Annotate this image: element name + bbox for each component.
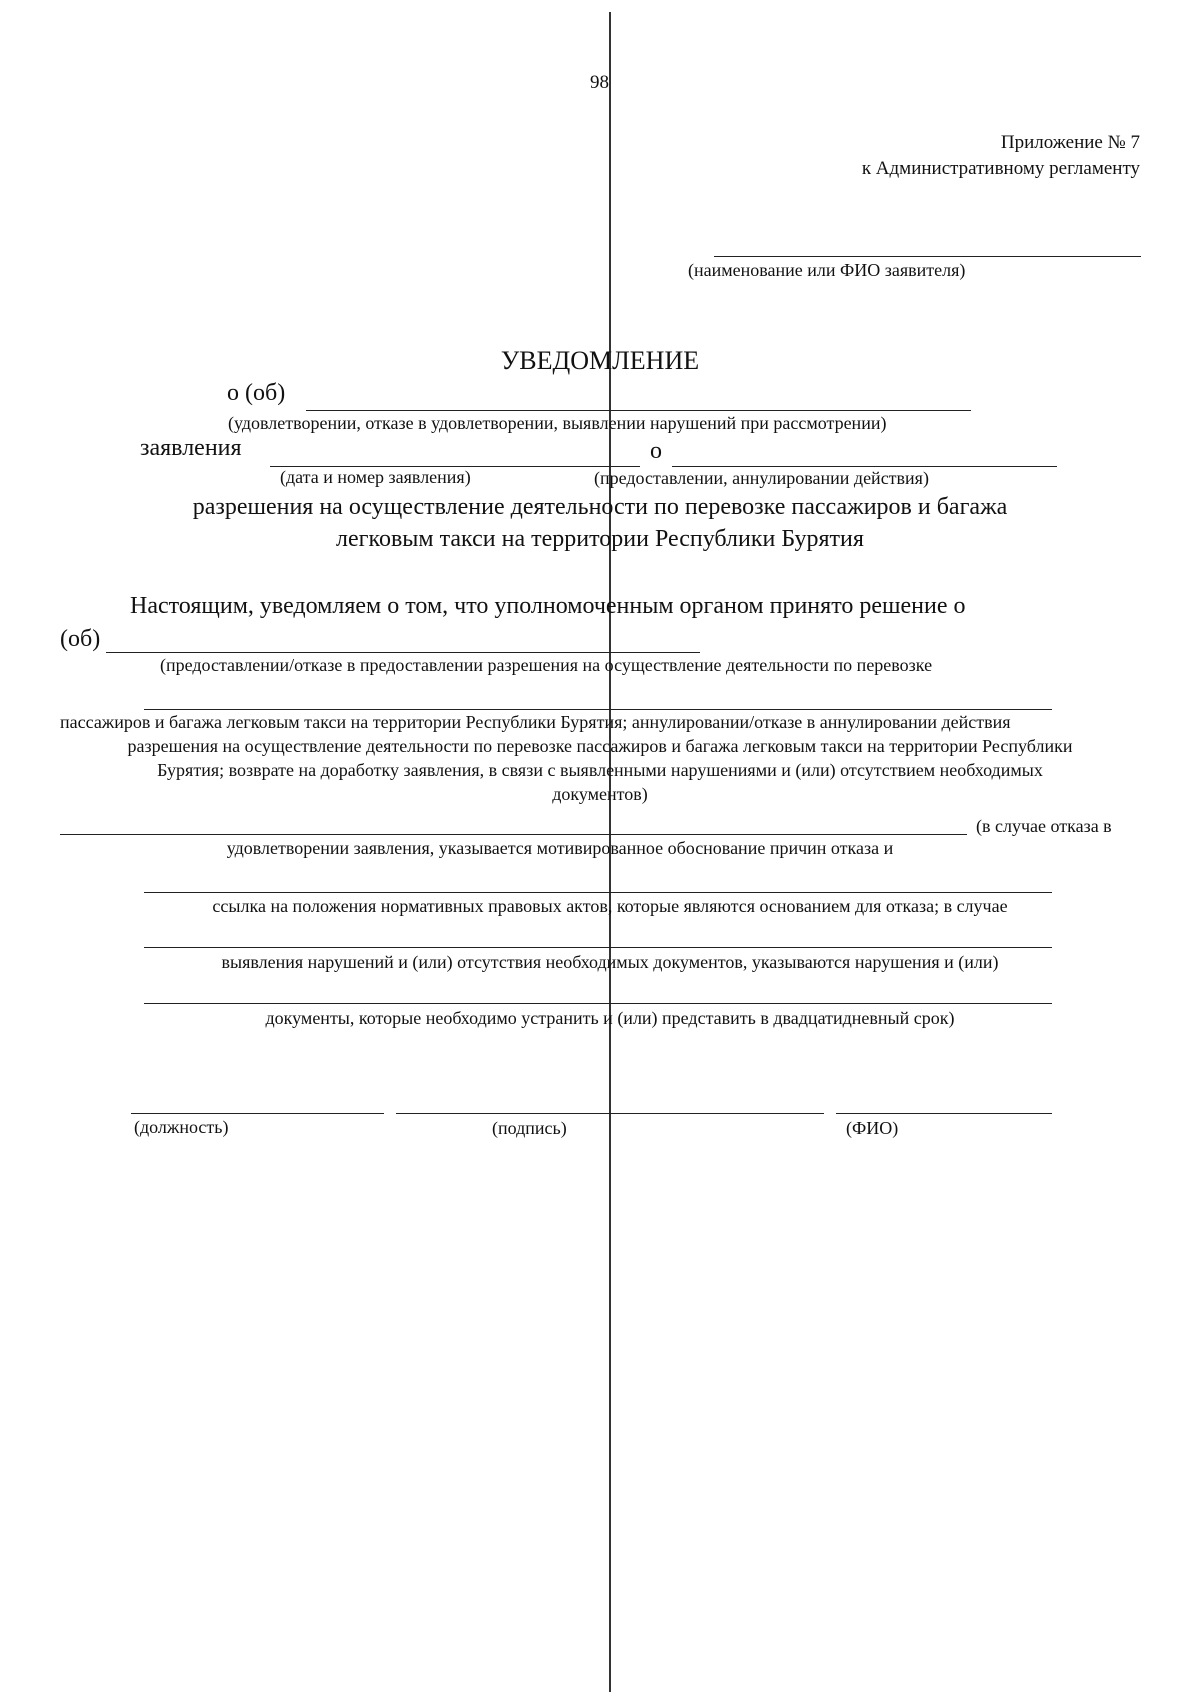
decision-field-line [106,652,700,653]
reason-field-line-1 [60,834,967,835]
appendix-line-2: к Административному регламенту [861,158,1140,179]
reason-field-line-4 [144,1003,1052,1004]
decision-caption-2: пассажиров и багажа легковым такси на территории Республики Бурятия; аннулировании/отказе в аннулировании действия [60,712,1011,732]
notice-prefix: (об) [60,626,101,652]
name-caption: (ФИО) [846,1118,899,1138]
about-field-line [306,410,971,411]
decision-caption-5: документов) [552,784,648,804]
position-field-line [131,1113,384,1114]
name-field-line [836,1113,1052,1114]
provision-caption: (предоставлении, аннулировании действия) [594,468,929,488]
reason-caption-2: ссылка на положения нормативных правовых актов, которые являются основанием для отказа; в случае [212,896,1008,916]
decision-caption-4: Бурятия; возврате на доработку заявления, в связи с выявленными нарушениями и (или) отсутствием необходимых [157,760,1043,780]
provision-field-line [672,466,1057,467]
reason-caption-4: документы, которые необходимо устранить и (или) представить в двадцатидневный срок) [265,1008,955,1028]
reason-caption-1: удовлетворении заявления, указывается мотивированное обоснование причин отказа и [226,838,894,858]
decision-caption-3: разрешения на осуществление деятельности по перевозке пассажиров и багажа легковым такси на территории Республики [127,736,1073,756]
subject-line-2: легковым такси на территории Республики Бурятия [336,526,864,552]
o-label: о [650,438,662,464]
subject-line-1: разрешения на осуществление деятельности по перевозке пассажиров и багажа [192,494,1008,520]
reason-field-line-2 [144,892,1052,893]
about-prefix: о (об) [227,380,286,406]
position-caption: (должность) [134,1117,229,1137]
notice-line-1: Настоящим, уведомляем о том, что уполномоченным органом принято решение о [130,593,966,619]
application-label: заявления [140,435,242,461]
signature-caption: (подпись) [492,1118,567,1138]
reason-caption-3: выявления нарушений и (или) отсутствия необходимых документов, указываются нарушения и (или) [221,952,999,972]
applicant-field-line [714,256,1141,257]
signature-field-line [396,1113,824,1114]
decision-field-line-2 [144,709,1052,710]
date-caption: (дата и номер заявления) [280,467,471,487]
decision-caption-1: (предоставлении/отказе в предоставлении разрешения на осуществление деятельности по перевозке [160,655,933,675]
document-title: УВЕДОМЛЕНИЕ [500,346,700,375]
appendix-line-1: Приложение № 7 [1000,132,1140,153]
reason-field-line-3 [144,947,1052,948]
about-caption: (удовлетворении, отказе в удовлетворении, выявлении нарушений при рассмотрении) [228,413,887,433]
page-number: 98 [590,72,609,93]
refusal-suffix: (в случае отказа в [976,816,1112,836]
applicant-caption: (наименование или ФИО заявителя) [688,260,966,280]
